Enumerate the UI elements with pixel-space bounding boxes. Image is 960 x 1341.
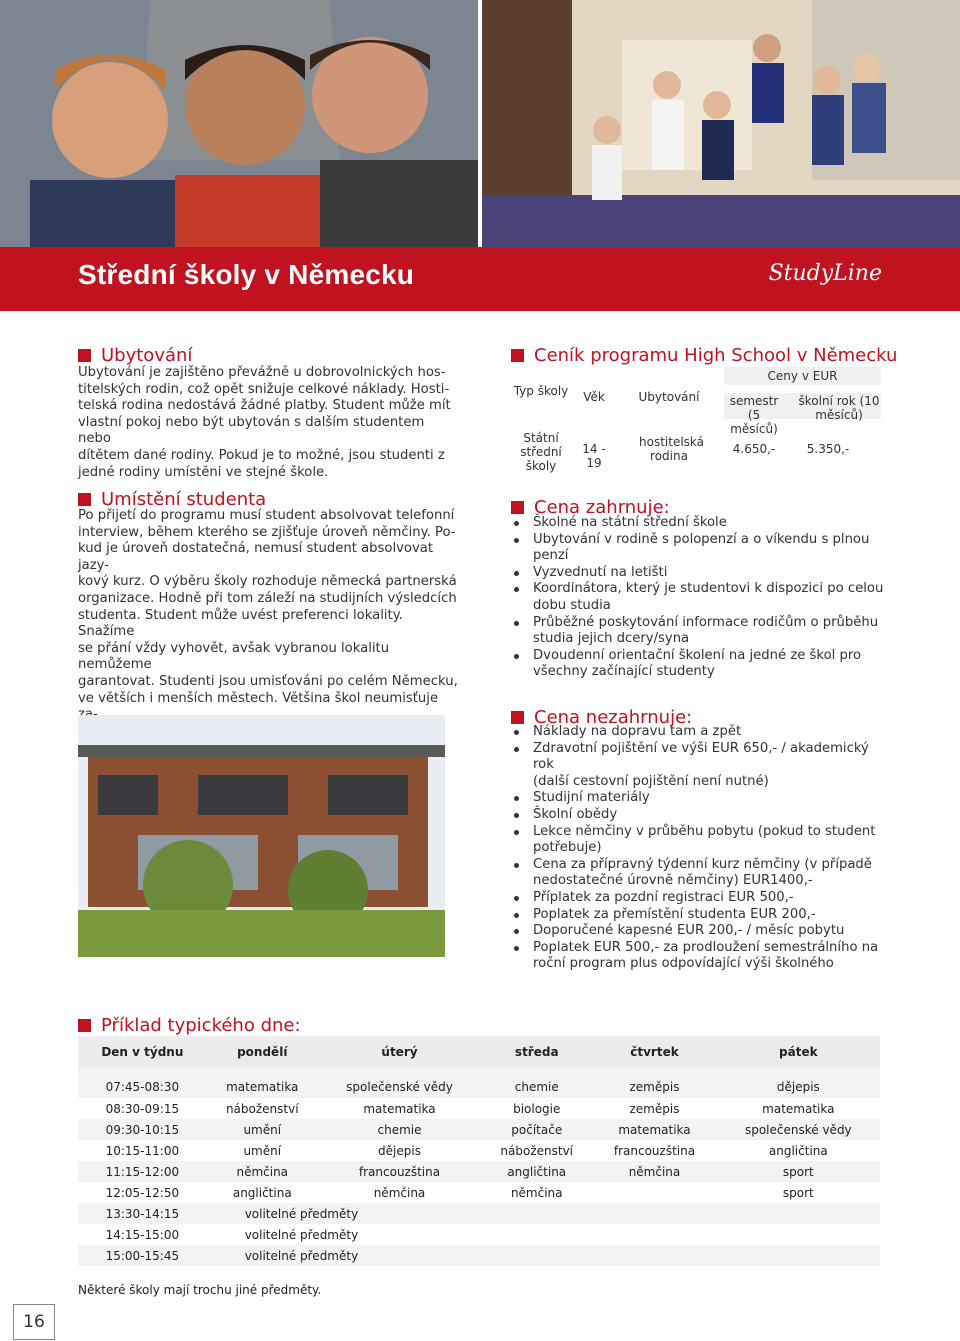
list-item-line: Studijní materiály — [533, 790, 650, 806]
photo-three-boys — [0, 0, 478, 247]
list-item-line: Školní obědy — [533, 806, 618, 822]
studyline-logo: StudyLine — [768, 261, 882, 286]
bullet-dot-icon — [514, 538, 519, 543]
subject-cell: umění — [243, 1143, 282, 1158]
text-line: telská rodina nedostává žádné platby. Student může mít — [78, 398, 451, 414]
list-item-line: Zdravotní pojištění ve výši EUR 650,- / akademický rok — [533, 740, 869, 773]
list-item — [511, 857, 886, 890]
subject-cell: němčina — [510, 1185, 563, 1200]
subject-cell: francouzština — [613, 1143, 696, 1158]
list-item-line: Lekce němčiny v průběhu pobytu (pokud to student — [533, 823, 876, 839]
time-cell: 10:15-11:00 — [105, 1143, 180, 1158]
list-item — [511, 724, 886, 741]
text-line: studenta. Student může uvést preferenci lokality. Snažíme — [78, 607, 403, 640]
bullet-dot-icon — [514, 896, 519, 901]
list-item-line: Dvoudenní orientační školení na jedné ze škol pro — [533, 647, 862, 663]
ubytovani-text — [78, 365, 458, 481]
list-item-line: dobu studia — [533, 597, 611, 613]
list-item-line: Školné na státní střední škole — [533, 515, 727, 530]
time-cell: 09:30-10:15 — [78, 1119, 207, 1140]
schedule-header-cell: Den v týdnu — [78, 1036, 207, 1068]
bullet-dot-icon — [514, 796, 519, 801]
list-item — [511, 741, 886, 791]
time-cell: 14:15-15:00 — [105, 1227, 180, 1242]
nezahrnuje-list — [511, 724, 886, 973]
list-item — [511, 565, 886, 582]
title-banner — [0, 247, 960, 311]
time-cell: 13:30-14:15 — [78, 1203, 207, 1224]
subject-cell: angličtina — [232, 1185, 292, 1200]
list-item — [511, 940, 886, 973]
text-line: garantovat. Studenti jsou umisťováni po celém Německu, — [78, 673, 458, 689]
price-table — [511, 367, 881, 473]
list-item-line: Cena za přípravný týdenní kurz němčiny (v případě — [533, 856, 872, 872]
subject-cell: matematika — [762, 1101, 835, 1116]
col-semestr-header: semestr (5 měsíců) — [729, 394, 779, 436]
schedule-row — [78, 1182, 880, 1203]
list-item-line: Doporučené kapesné EUR 200,- / měsíc pobytu — [533, 923, 845, 939]
zahrnuje-list — [511, 515, 886, 681]
list-item — [511, 790, 886, 807]
subject-cell: sport — [782, 1185, 814, 1200]
schedule-row — [78, 1224, 880, 1245]
subject-cell: němčina — [592, 1161, 716, 1182]
text-line: interview, během kterého se zjišťuje úroveň němčiny. Po- — [78, 524, 456, 540]
page-title: Střední školy v Německu — [78, 259, 415, 290]
subject-cell: počítače — [481, 1119, 592, 1140]
bullet-dot-icon — [514, 830, 519, 835]
list-item-line: penzí — [533, 548, 569, 564]
elective-cell: volitelné předměty — [207, 1203, 880, 1224]
schedule-header-row — [78, 1036, 880, 1068]
section-cenik-heading — [511, 345, 897, 366]
text-line: Po přijetí do programu musí student absolvovat telefonní — [78, 508, 455, 523]
col-rok-header: školní rok (10 měsíců) — [798, 394, 880, 422]
subject-cell: náboženství — [500, 1143, 574, 1158]
schedule-row — [78, 1161, 880, 1182]
schedule-row — [78, 1203, 880, 1224]
time-cell: 08:30-09:15 — [105, 1101, 180, 1116]
square-bullet-icon — [511, 349, 524, 362]
subject-cell: společenské vědy — [717, 1119, 880, 1140]
schedule-row — [78, 1068, 880, 1098]
list-item-line: Vyzvednutí na letišti — [533, 564, 668, 580]
bullet-dot-icon — [514, 929, 519, 934]
subject-cell: francouzština — [318, 1161, 481, 1182]
subject-cell: matematika — [592, 1119, 716, 1140]
subject-cell: sport — [717, 1161, 880, 1182]
schedule-row — [78, 1119, 880, 1140]
text-line: kud je úroveň dostatečná, nemusí student absolvovat jazy- — [78, 541, 434, 573]
list-item — [511, 648, 886, 681]
list-item — [511, 923, 886, 940]
section-den-heading — [78, 1015, 301, 1036]
bullet-dot-icon — [514, 730, 519, 735]
time-cell: 11:15-12:00 — [78, 1161, 207, 1182]
schedule-row — [78, 1140, 880, 1161]
row-semestr-price: 4.650,- — [732, 442, 776, 456]
list-item — [511, 615, 886, 648]
bullet-dot-icon — [514, 813, 519, 818]
heading-text: Cena zahrnuje: — [534, 497, 670, 518]
list-item-line: Příplatek za pozdní registraci EUR 500,- — [533, 889, 794, 905]
list-item — [511, 890, 886, 907]
list-item-line: (další cestovní pojištění není nutné) — [533, 773, 769, 789]
subject-cell: společenské vědy — [318, 1068, 481, 1098]
col-ubytovani-header: Ubytování — [638, 390, 700, 404]
bullet-dot-icon — [514, 654, 519, 659]
list-item — [511, 807, 886, 824]
time-cell: 07:45-08:30 — [78, 1068, 207, 1098]
heading-text: Ceník programu High School v Německu — [534, 345, 898, 366]
schedule-table — [78, 1036, 880, 1266]
list-item-line: roční program plus odpovídající výši školného — [533, 956, 834, 972]
time-cell: 12:05-12:50 — [105, 1185, 180, 1200]
subject-cell: biologie — [513, 1101, 561, 1116]
elective-cell: volitelné předměty — [244, 1227, 359, 1242]
bullet-dot-icon — [514, 913, 519, 918]
square-bullet-icon — [511, 501, 524, 514]
col-ceny-header: Ceny v EUR — [767, 369, 838, 383]
subject-cell — [592, 1182, 716, 1203]
subject-cell: angličtina — [481, 1161, 592, 1182]
schedule-header-cell: úterý — [318, 1036, 481, 1068]
footnote: Některé školy mají trochu jiné předměty. — [78, 1283, 322, 1297]
text-line: se přání vždy vyhovět, avšak vybranou lokalitu nemůžeme — [78, 640, 390, 673]
subject-cell: umění — [207, 1119, 318, 1140]
list-item-line: všechny začínající studenty — [533, 664, 715, 680]
heading-text: Umístění studenta — [101, 489, 267, 510]
text-line: dítětem dané rodiny. Pokud je to možné, jsou studenti z — [78, 447, 445, 463]
list-item — [511, 824, 886, 857]
elective-cell: volitelné předměty — [207, 1245, 880, 1266]
bullet-dot-icon — [514, 946, 519, 951]
list-item-line: Ubytování v rodině s polopenzí a o víkendu s plnou — [533, 531, 870, 547]
section-ubytovani-heading — [78, 345, 192, 366]
page-number: 16 — [13, 1304, 55, 1340]
subject-cell: zeměpis — [629, 1101, 680, 1116]
subject-cell: chemie — [481, 1068, 592, 1098]
bullet-dot-icon — [514, 587, 519, 592]
list-item-line: nedostatečné úrovně němčiny) EUR1400,- — [533, 873, 813, 889]
schedule-header-cell: pondělí — [207, 1036, 318, 1068]
text-line: ve větších i menších městech. Většina škol neumisťuje — [78, 690, 439, 706]
list-item — [511, 532, 886, 565]
row-typ: Státní střední školy — [520, 431, 562, 473]
text-line: jedné rodiny umístěni ve stejné škole. — [78, 464, 329, 480]
square-bullet-icon — [78, 1019, 91, 1032]
text-line: Ubytování je zajištěno převážně u dobrovolnických hos- — [78, 365, 446, 380]
subject-cell: matematika — [207, 1068, 318, 1098]
heading-text: Ubytování — [101, 345, 193, 366]
col-vek-header: Věk — [583, 390, 605, 404]
text-line: kový kurz. O výběru školy rozhoduje německá partnerská — [78, 574, 457, 590]
bullet-dot-icon — [514, 521, 519, 526]
subject-cell: němčina — [207, 1161, 318, 1182]
list-item-line: potřebuje) — [533, 840, 602, 856]
schedule-row — [78, 1245, 880, 1266]
subject-cell: chemie — [318, 1119, 481, 1140]
list-item-line: Poplatek za přemístění studenta EUR 200,- — [533, 906, 816, 922]
list-item-line: Koordinátora, který je studentovi k dispozici po celou — [533, 581, 884, 597]
subject-cell: zeměpis — [592, 1068, 716, 1098]
list-item-line: Náklady na dopravu tam a zpět — [533, 724, 742, 739]
schedule-header-cell: středa — [481, 1036, 592, 1068]
subject-cell: dějepis — [378, 1143, 421, 1158]
list-item — [511, 907, 886, 924]
subject-cell: matematika — [363, 1101, 436, 1116]
heading-text: Příklad typického dne: — [101, 1015, 301, 1036]
subject-cell: dějepis — [717, 1068, 880, 1098]
time-cell: 15:00-15:45 — [78, 1245, 207, 1266]
subject-cell: angličtina — [768, 1143, 828, 1158]
square-bullet-icon — [78, 493, 91, 506]
photo-school-building — [78, 715, 445, 957]
row-vek: 14 - 19 — [582, 442, 606, 470]
row-ubytovani: hostitelská rodina — [639, 435, 705, 463]
list-item-line: Poplatek EUR 500,- za prodloužení semestrálního na — [533, 939, 879, 955]
list-item-line: Průběžné poskytování informace rodičům o průběhu — [533, 614, 879, 630]
heading-text: Cena nezahrnuje: — [534, 707, 693, 728]
list-item — [511, 515, 886, 532]
list-item — [511, 581, 886, 614]
subject-cell: náboženství — [225, 1101, 299, 1116]
photo-host-family — [482, 0, 960, 247]
text-line: titelských rodin, což opět snižuje celkové náklady. Hosti- — [78, 381, 450, 397]
bullet-dot-icon — [514, 863, 519, 868]
subject-cell: němčina — [373, 1185, 426, 1200]
bullet-dot-icon — [514, 571, 519, 576]
schedule-header-cell: pátek — [717, 1036, 880, 1068]
row-rok-price: 5.350,- — [806, 442, 850, 456]
text-line: vlastní pokoj nebo být ubytován s dalším studentem nebo — [78, 414, 425, 447]
bullet-dot-icon — [514, 621, 519, 626]
col-typ-header: Typ školy — [513, 384, 569, 398]
section-umisteni-heading — [78, 489, 266, 510]
bullet-dot-icon — [514, 747, 519, 752]
list-item-line: studia jejich dcery/syna — [533, 631, 690, 647]
square-bullet-icon — [511, 711, 524, 724]
schedule-row — [78, 1098, 880, 1119]
square-bullet-icon — [78, 349, 91, 362]
text-line: organizace. Hodně při tom záleží na studijních výsledcích — [78, 590, 457, 606]
schedule-header-cell: čtvrtek — [592, 1036, 716, 1068]
